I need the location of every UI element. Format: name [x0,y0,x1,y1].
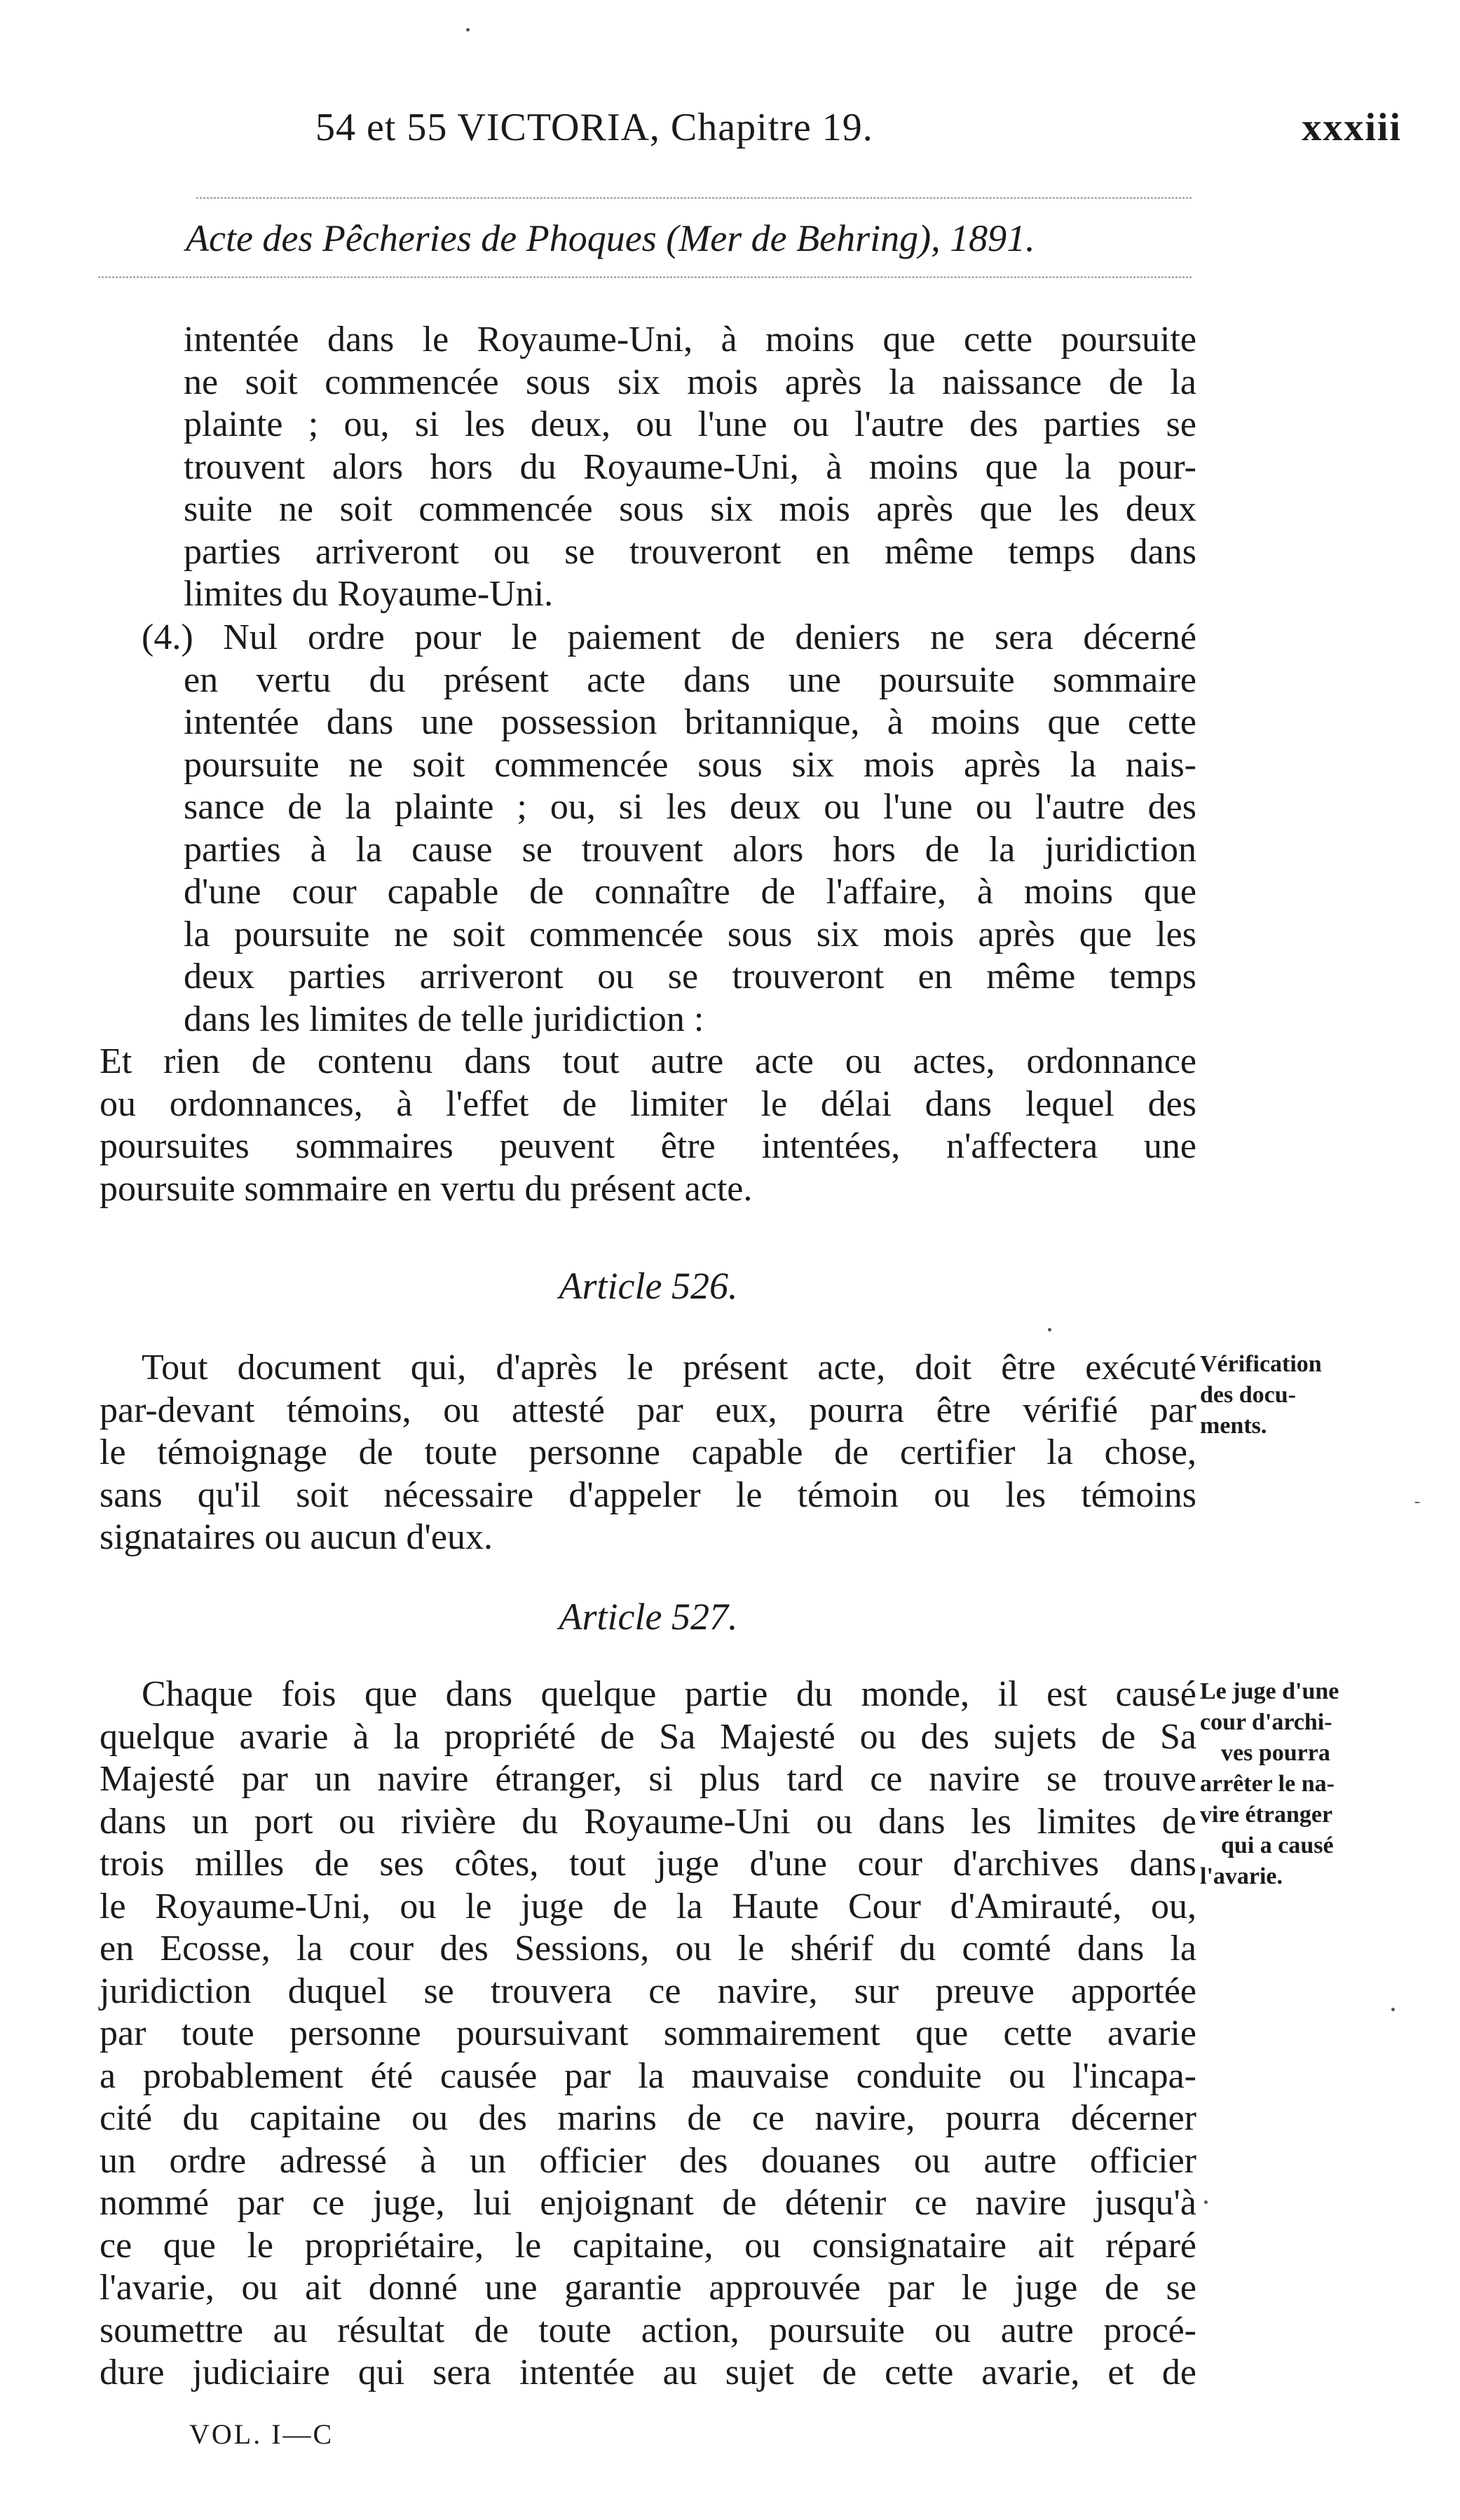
text-line: le Royaume-Uni, ou le juge de la Haute Cour d'Amirauté, ou, [100,1886,1196,1926]
text-line: poursuite ne soit commencée sous six mois après la nais- [184,744,1196,785]
text-line: cité du capitaine ou des marins de ce navire, pourra décerner [100,2098,1196,2138]
margin-note-line: ments. [1200,1413,1267,1439]
text-line: Et rien de contenu dans tout autre acte ou actes, ordonnance [100,1041,1196,1081]
margin-note-line: ves pourra [1221,1740,1330,1766]
text-line: nommé par ce juge, lui enjoignant de détenir ce navire jusqu'à [100,2183,1196,2223]
print-speck [1414,1502,1420,1503]
text-line: ce que le propriétaire, le capitaine, ou consignataire ait réparé [100,2225,1196,2266]
margin-note-line: Le juge d'une [1200,1678,1339,1704]
text-line: en vertu du présent acte dans une poursuite sommaire [184,659,1196,700]
text-line: dans les limites de telle juridiction : [184,999,704,1039]
act-title: Acte des Pêcheries de Phoques (Mer de Behring), 1891. [186,217,1035,259]
text-line: signataires ou aucun d'eux. [100,1517,493,1557]
text-line: sans qu'il soit nécessaire d'appeler le témoin ou les témoins [100,1474,1196,1515]
text-line: trouvent alors hors du Royaume-Uni, à moins que la pour- [184,446,1196,487]
paragraph-saving-clause [100,1041,1196,1210]
article-526-heading: Article 526. [559,1265,738,1307]
text-line: la poursuite ne soit commencée sous six mois après que les [184,914,1196,954]
text-line: suite ne soit commencée sous six mois après que les deux [184,489,1196,529]
text-line: deux parties arriveront ou se trouveront en même temps [184,957,1196,997]
text-line: poursuites sommaires peuvent être intentées, n'affectera une [100,1126,1196,1166]
paragraph-subsection-4-body [184,659,1196,1041]
paragraph-subsection-4 [142,617,1196,659]
text-line: sance de la plainte ; ou, si les deux ou l'une ou l'autre des [184,787,1196,827]
margin-note-line: cour d'archi- [1200,1709,1332,1735]
text-line: l'avarie, ou ait donné une garantie approuvée par le juge de se [100,2268,1196,2308]
margin-note-527 [1200,1676,1403,1892]
header-rule-bottom [98,277,1192,278]
margin-note-line: Vérification [1200,1351,1322,1377]
print-speck [1391,2008,1395,2011]
margin-note-line: qui a causé [1221,1833,1334,1858]
text-line: par toute personne poursuivant sommairement que cette avarie [100,2013,1196,2053]
text-line: dure judiciaire qui sera intentée au sujet de cette avarie, et de [100,2353,1196,2392]
text-line: parties à la cause se trouvent alors hors de la juridiction [184,829,1196,870]
margin-note-line: des docu- [1200,1382,1296,1408]
text-line: intentée dans le Royaume-Uni, à moins que cette poursuite [184,320,1196,359]
print-speck [1048,1328,1051,1331]
chapter-title: 54 et 55 VICTORIA, Chapitre 19. [315,106,873,149]
margin-note-line: vire étranger [1200,1802,1333,1828]
text-line: intentée dans une possession britannique, à moins que cette [184,702,1196,742]
text-line: un ordre adressé à un officier des douanes ou autre officier [100,2140,1196,2181]
text-line: ne soit commencée sous six mois après la naissance de la [184,362,1196,402]
text-line: par-devant témoins, ou attesté par eux, pourra être vérifié par [100,1390,1196,1430]
text-line: quelque avarie à la propriété de Sa Majesté ou des sujets de Sa [100,1716,1196,1757]
margin-note-526 [1200,1349,1403,1442]
text-line: d'une cour capable de connaître de l'affaire, à moins que [184,872,1196,912]
print-speck [1204,2200,1208,2204]
text-line: en Ecosse, la cour des Sessions, ou le shérif du comté dans la [100,1929,1196,1968]
text-line: a probablement été causée par la mauvaise conduite ou l'incapa- [100,2055,1196,2096]
print-speck [466,28,470,32]
text-line: (4.) Nul ordre pour le paiement de deniers ne sera décerné [142,617,1196,657]
article-527-text [100,1673,1196,2395]
text-line: Majesté par un navire étranger, si plus tard ce navire se trouve [100,1759,1196,1799]
text-line: trois milles de ses côtes, tout juge d'une cour d'archives dans [100,1844,1196,1884]
paragraph-continuation [184,319,1196,616]
text-line: Chaque fois que dans quelque partie du monde, il est causé [142,1674,1196,1714]
margin-note-line: l'avarie. [1200,1863,1283,1889]
running-head [98,100,1402,156]
margin-note-line: arrêter le na- [1200,1771,1335,1797]
text-line: soumettre au résultat de toute action, poursuite ou autre procé- [100,2310,1196,2350]
text-line: Tout document qui, d'après le présent acte, doit être exécuté [142,1348,1196,1388]
page-folio: xxxiii [1302,106,1402,149]
text-line: le témoignage de toute personne capable de certifier la chose, [100,1432,1196,1472]
signature-mark: VOL. I—C [189,2418,334,2450]
text-line: juridiction duquel se trouvera ce navire, sur preuve apportée [100,1971,1196,2011]
text-line: poursuite sommaire en vertu du présent acte. [100,1168,753,1209]
text-line: ou ordonnances, à l'effet de limiter le délai dans lequel des [100,1083,1196,1124]
text-line: parties arriveront ou se trouveront en même temps dans [184,531,1196,572]
text-line: dans un port ou rivière du Royaume-Uni ou dans les limites de [100,1801,1196,1842]
article-526-text [100,1347,1196,1559]
text-line: plainte ; ou, si les deux, ou l'une ou l'autre des parties se [184,404,1196,444]
text-line: limites du Royaume-Uni. [184,574,554,614]
article-527-heading: Article 527. [559,1596,738,1638]
